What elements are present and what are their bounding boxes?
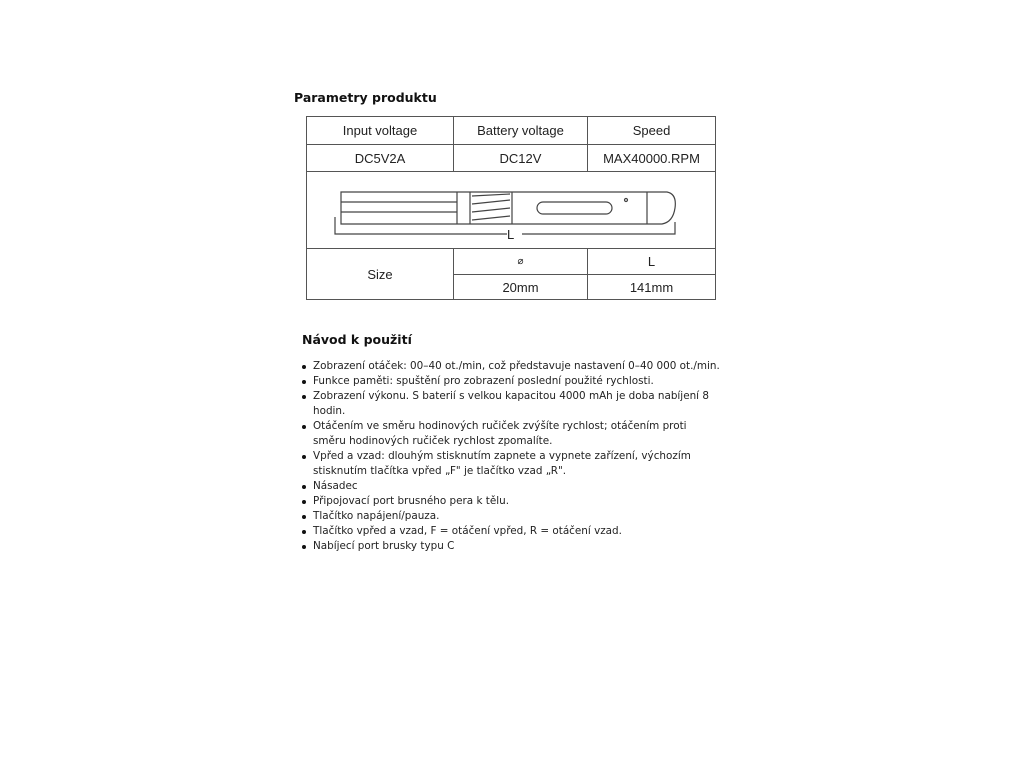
value-input-voltage: DC5V2A — [306, 144, 454, 172]
list-item: Vpřed a vzad: dlouhým stisknutím zapnete a vypnete zařízení, výchozím stisknutím tlačítka vpřed „F" je tlačítko vzad „R". — [302, 449, 722, 479]
size-label: Size — [306, 248, 454, 300]
spec-table-image — [306, 116, 716, 300]
section-title-parameters: Parametry produktu — [294, 90, 437, 105]
list-item: Otáčením ve směru hodinových ručiček zvýšíte rychlost; otáčením proti směru hodinových ručiček rychlost zpomalíte. — [302, 419, 722, 449]
device-drawing-cell — [306, 171, 716, 249]
list-item: Nabíjecí port brusky typu C — [302, 539, 722, 554]
value-battery-voltage: DC12V — [453, 144, 588, 172]
list-item: Zobrazení výkonu. S baterií s velkou kapacitou 4000 mAh je doba nabíjení 8 hodin. — [302, 389, 722, 419]
list-item: Tlačítko napájení/pauza. — [302, 509, 722, 524]
header-battery-voltage: Battery voltage — [453, 116, 588, 145]
length-label: L — [507, 227, 515, 242]
header-speed: Speed — [587, 116, 716, 145]
list-item: Funkce paměti: spuštění pro zobrazení poslední použité rychlosti. — [302, 374, 722, 389]
instructions-list — [302, 359, 722, 554]
list-item: Tlačítko vpřed a vzad, F = otáčení vpřed, R = otáčení vzad. — [302, 524, 722, 539]
value-speed: MAX40000.RPM — [587, 144, 716, 172]
list-item: Násadec — [302, 479, 722, 494]
header-diameter: ⌀ — [453, 248, 588, 275]
header-length: L — [587, 248, 716, 275]
value-diameter: 20mm — [453, 274, 588, 300]
value-length: 141mm — [587, 274, 716, 300]
section-title-instructions: Návod k použití — [302, 332, 412, 347]
header-input-voltage: Input voltage — [306, 116, 454, 145]
list-item: Připojovací port brusného pera k tělu. — [302, 494, 722, 509]
list-item: Zobrazení otáček: 00–40 ot./min, což představuje nastavení 0–40 000 ot./min. — [302, 359, 722, 374]
